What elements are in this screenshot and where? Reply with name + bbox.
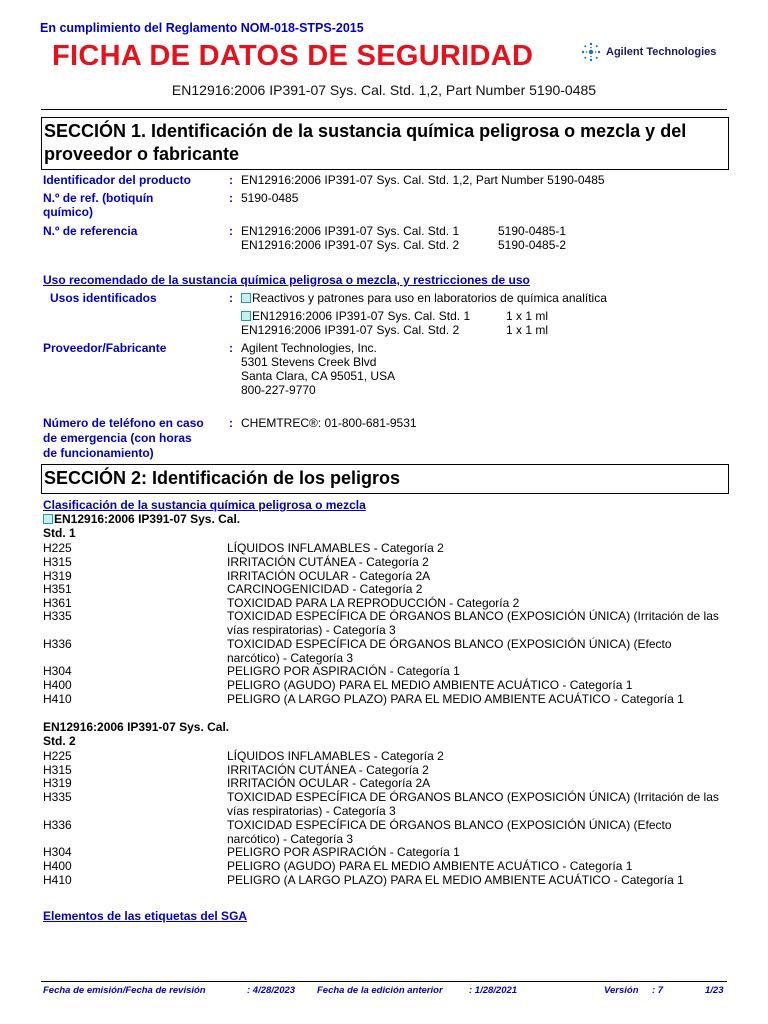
supplier-phone: 800-227-9770 [241,383,316,397]
issue-date-label: Fecha de emisión/Fecha de revisión [43,985,206,996]
kit-ref-label: N.º de ref. (botiquín químico) [43,191,154,219]
supplier-street: 5301 Stevens Creek Blvd [241,355,377,369]
brand-logo [580,41,716,63]
section1-heading: SECCIÓN 1. Identificación de la sustancia química peligrosa o mezcla y del proveedor o fabricante [41,117,729,170]
checkbox-icon [241,293,251,303]
page-number: 1/23 [705,985,724,996]
ref-part: 5190-0485-1 [498,224,567,238]
uses-item-name: EN12916:2006 IP391-07 Sys. Cal. Std. 1 [252,309,471,323]
uses-label: Usos identificados [50,291,157,305]
ref-name: EN12916:2006 IP391-07 Sys. Cal. Std. 1 [241,224,460,238]
checkbox-icon [43,514,53,524]
issue-date-value: : 4/28/2023 [247,985,296,996]
supplier-city: Santa Clara, CA 95051, USA [241,369,396,383]
uses-value: Reactivos y patrones para uso en laboratorios de química analítica [252,291,607,305]
uses-item-qty: 1 x 1 ml [506,323,549,337]
footer-divider [41,981,727,982]
section2-heading: SECCIÓN 2: Identificación de los peligros [41,464,729,494]
supplier-label: Proveedor/Fabricante [43,341,167,355]
ref-part: 5190-0485-2 [498,238,567,252]
label-elements-heading[interactable]: Elementos de las etiquetas del SGA [43,909,248,923]
kit-ref-value: 5190-0485 [241,191,299,205]
product-id-value: EN12916:2006 IP391-07 Sys. Cal. Std. 1,2, Part Number 5190-0485 [241,173,605,187]
uses-item-qty: 1 x 1 ml [506,309,549,323]
uses-item-name: EN12916:2006 IP391-07 Sys. Cal. Std. 2 [241,323,460,337]
document-subtitle: EN12916:2006 IP391-07 Sys. Cal. Std. 1,2, Part Number 5190-0485 [171,82,597,98]
ref-label: N.º de referencia [43,224,138,238]
version-value: : 7 [652,985,664,996]
previous-date-value: : 1/28/2021 [469,985,518,996]
compliance-note: En cumplimiento del Reglamento NOM-018-STPS-2015 [40,21,364,35]
classification-heading[interactable]: Clasificación de la sustancia química peligrosa o mezcla [43,498,366,512]
emergency-value: CHEMTREC®: 01-800-681-9531 [241,416,417,430]
product-id-label: Identificador del producto [43,173,192,187]
header-divider [41,109,727,110]
group1-title: EN12916:2006 IP391-07 Sys. Cal. Std. 1 [43,512,241,540]
emergency-label: Número de teléfono en caso de emergencia (con horas de funcionamiento) [43,416,204,460]
brand-name: Agilent Technologies [606,46,717,58]
document-title: FICHA DE DATOS DE SEGURIDAD [52,40,534,72]
recommended-use-heading[interactable]: Uso recomendado de la sustancia química peligrosa o mezcla, y restricciones de uso [43,273,530,287]
supplier-name: Agilent Technologies, Inc. [241,341,377,355]
version-label: Versión [604,985,639,996]
ref-name: EN12916:2006 IP391-07 Sys. Cal. Std. 2 [241,238,460,252]
group2-title: EN12916:2006 IP391-07 Sys. Cal. Std. 2 [43,720,230,748]
previous-date-label: Fecha de la edición anterior [317,985,443,996]
agilent-spark-icon [580,41,602,63]
checkbox-icon [241,311,251,321]
